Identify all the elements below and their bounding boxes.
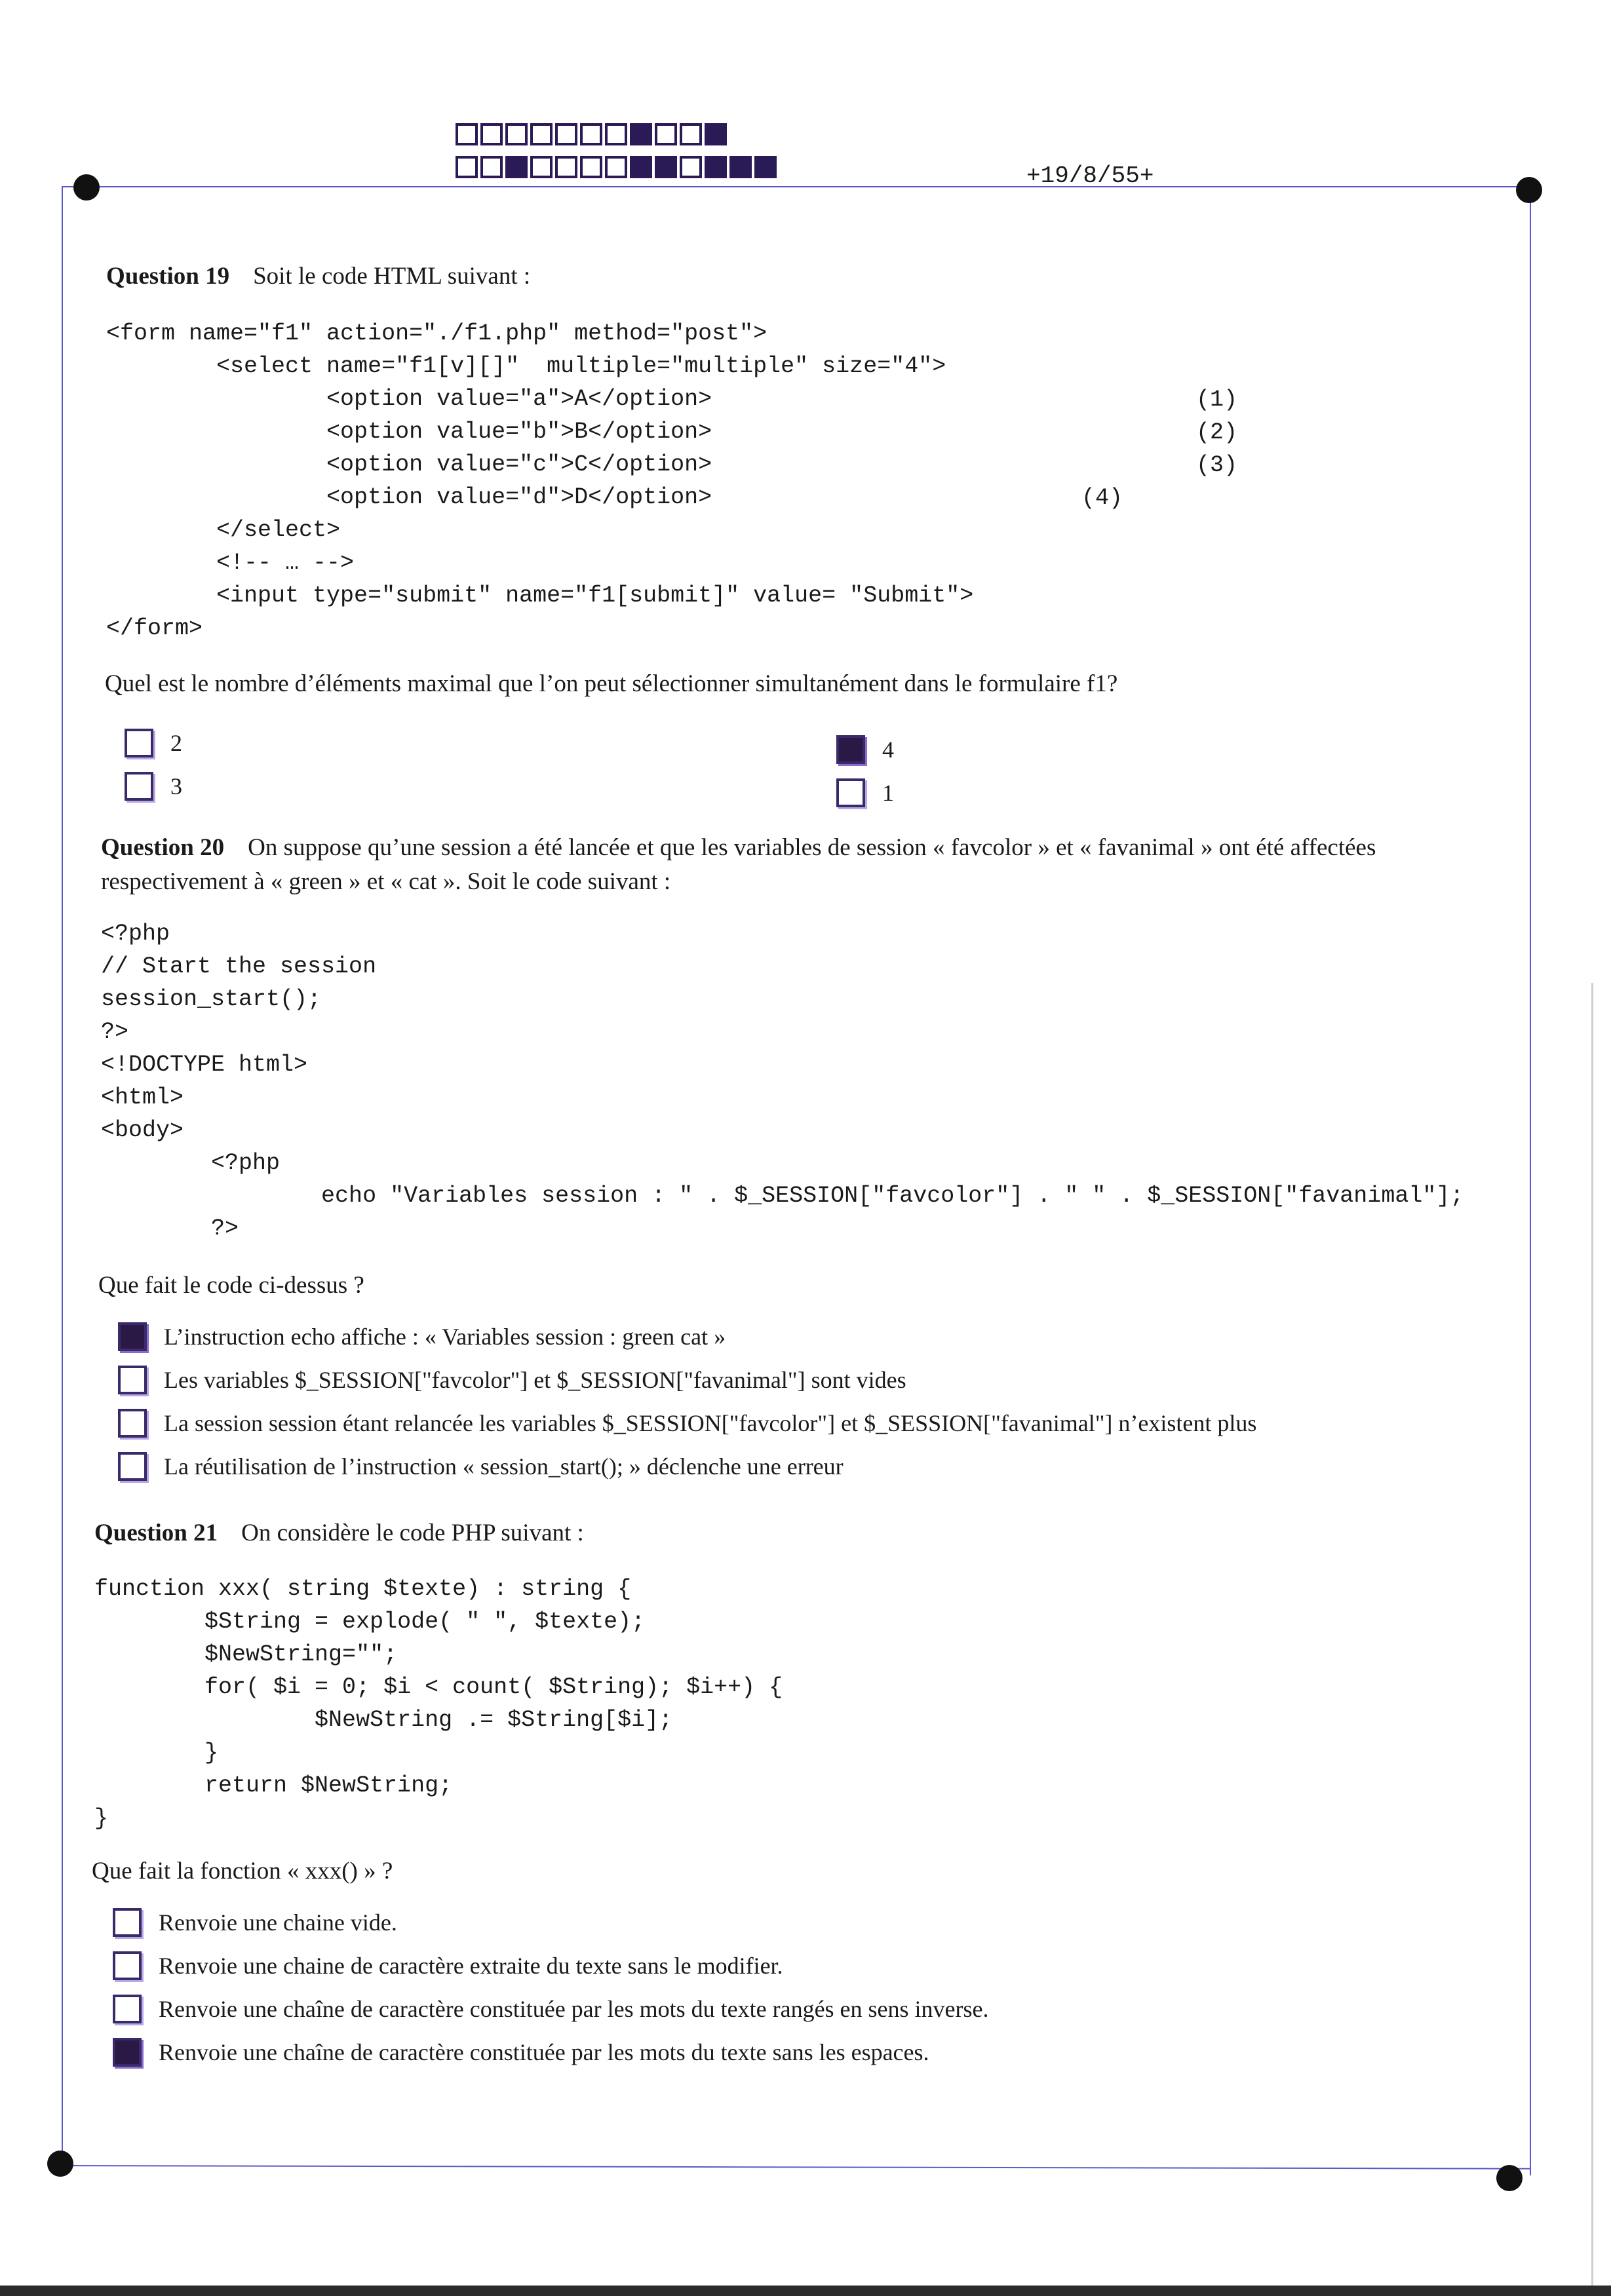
barcode-cell [605,123,627,145]
question-21-label: Question 21 [94,1520,218,1546]
answer-option[interactable] [113,2038,929,2067]
barcode-cell [655,156,677,178]
corner-mark-bottom-left [47,2151,73,2177]
question-19-prompt: Quel est le nombre d’éléments maximal que l’on peut sélectionner simultanément dans le formulaire f1? [105,670,1118,697]
line-marker: (4) [1081,485,1123,511]
code-line: } [94,1805,109,1831]
code-line: $NewString=""; [94,1641,398,1668]
answer-label: 2 [170,730,182,756]
barcode-cell [480,123,503,145]
corner-mark-top-left [73,174,100,201]
barcode-row-2 [456,156,777,178]
code-line: <option value="b">B</option> [106,419,712,445]
code-line: <option value="c">C</option> [106,451,712,478]
answer-option[interactable] [118,1322,726,1351]
frame-bottom-rule [62,2165,1530,2170]
checkbox[interactable] [118,1366,147,1394]
barcode-cell [605,156,627,178]
answer-label: 3 [170,773,182,799]
answer-label: Renvoie une chaine de caractère extraite du texte sans le modifier. [159,1953,783,1979]
code-line: <input type="submit" name="f1[submit]" value= "Submit"> [106,583,974,609]
answer-option[interactable] [836,778,894,807]
answer-option[interactable] [113,1995,989,2023]
barcode-cell [680,123,702,145]
barcode-cell [530,156,553,178]
code-line: <?php [101,1150,281,1176]
barcode-cell [456,123,478,145]
answer-label: L’instruction echo affiche : « Variables session : green cat » [164,1324,726,1350]
code-line: // Start the session [101,953,377,980]
barcode-row-1 [456,123,727,145]
answer-label: La session session étant relancée les variables $_SESSION["favcolor"] et $_SESSION["favanimal"] n’existent plus [164,1410,1257,1436]
answer-option[interactable] [118,1409,1256,1438]
line-marker: (3) [1196,452,1238,478]
barcode-cell [630,123,652,145]
checkbox[interactable] [125,772,153,801]
barcode-cell [680,156,702,178]
question-21-intro: On considère le code PHP suivant : [241,1520,584,1546]
code-line: <select name="f1[v][]" multiple="multiple" size="4"> [106,353,946,379]
question-20-intro: On suppose qu’une session a été lancée et que les variables de session « favcolor » et « favanimal » ont été affectées respectivement à « green » et « cat ». Soit le code suivant : [101,834,1376,895]
barcode-cell [705,123,727,145]
answer-option[interactable] [125,772,182,801]
barcode-cell [580,123,602,145]
code-line: <form name="f1" action="./f1.php" method="post"> [106,320,767,347]
line-marker: (2) [1196,419,1238,446]
code-line: </form> [106,615,203,641]
checkbox[interactable] [113,2038,142,2067]
question-20-code [101,917,1464,1245]
checkbox[interactable] [836,778,865,807]
barcode-cell [655,123,677,145]
barcode-cell [555,123,577,145]
barcode-cell [580,156,602,178]
question-21-prompt: Que fait la fonction « xxx() » ? [92,1858,393,1885]
code-line: $NewString .= $String[$i]; [94,1707,673,1733]
checkbox[interactable] [125,729,153,757]
code-line: function xxx( string $texte) : string { [94,1576,632,1602]
code-line: <option value="a">A</option> [106,386,712,412]
answer-option[interactable] [113,1951,783,1980]
code-line: <option value="d">D</option> [106,484,712,510]
code-line: } [94,1740,219,1766]
question-21-heading [94,1519,584,1547]
code-line: session_start(); [101,986,322,1012]
code-line: <!DOCTYPE html> [101,1052,308,1078]
checkbox[interactable] [113,1908,142,1937]
barcode-cell [530,123,553,145]
barcode-cell [480,156,503,178]
checkbox[interactable] [118,1409,147,1438]
answer-option[interactable] [836,735,894,764]
barcode-cell [754,156,777,178]
question-20-heading [101,831,1523,899]
answer-option[interactable] [113,1908,397,1937]
code-line: <!-- … --> [106,550,355,576]
checkbox[interactable] [113,1995,142,2023]
question-19-code [106,317,973,645]
question-19-label: Question 19 [106,263,230,290]
question-20-label: Question 20 [101,834,225,861]
answer-option[interactable] [118,1366,906,1394]
code-line: return $NewString; [94,1772,453,1799]
barcode-cell [456,156,478,178]
code-line: ?> [101,1019,129,1045]
barcode-cell [729,156,752,178]
barcode-cell [630,156,652,178]
corner-mark-bottom-right [1496,2165,1523,2191]
question-19-intro: Soit le code HTML suivant : [253,263,531,290]
answer-option[interactable] [118,1452,844,1481]
code-line: $String = explode( " ", $texte); [94,1609,646,1635]
checkbox[interactable] [118,1322,147,1351]
code-line: <?php [101,921,170,947]
code-line: ?> [101,1215,239,1242]
code-line: for( $i = 0; $i < count( $String); $i++) { [94,1674,783,1700]
question-21-code [94,1573,783,1835]
frame-left-rule [62,186,63,2165]
question-20-prompt: Que fait le code ci-dessus ? [98,1272,364,1299]
code-line: <body> [101,1117,184,1143]
question-19-heading [106,262,530,290]
answer-label: Renvoie une chaîne de caractère constituée par les mots du texte sans les espaces. [159,2039,929,2065]
barcode-cell [505,123,528,145]
answer-label: Renvoie une chaine vide. [159,1909,397,1936]
answer-label: La réutilisation de l’instruction « session_start(); » déclenche une erreur [164,1453,844,1480]
scan-page-edge [1591,983,1593,2296]
barcode-cell [505,156,528,178]
code-line: </select> [106,517,341,543]
corner-mark-top-right [1516,177,1542,203]
checkbox[interactable] [113,1951,142,1980]
checkbox[interactable] [836,735,865,764]
code-line: echo "Variables session : " . $_SESSION["favcolor"] . " " . $_SESSION["favanimal"]; [101,1183,1464,1209]
code-line: <html> [101,1084,184,1111]
answer-option[interactable] [125,729,182,757]
answer-label: 4 [882,737,894,763]
frame-right-rule [1530,190,1531,2175]
line-marker: (1) [1196,387,1238,413]
page-id: +19/8/55+ [1026,163,1154,189]
answer-label: Les variables $_SESSION["favcolor"] et $_SESSION["favanimal"] sont vides [164,1367,906,1393]
answer-label: Renvoie une chaîne de caractère constituée par les mots du texte rangés en sens inverse. [159,1996,989,2022]
scan-bottom-bar [0,2286,1611,2296]
barcode-cell [555,156,577,178]
frame-top-rule [62,186,1530,187]
checkbox[interactable] [118,1452,147,1481]
answer-label: 1 [882,780,894,806]
barcode-cell [705,156,727,178]
